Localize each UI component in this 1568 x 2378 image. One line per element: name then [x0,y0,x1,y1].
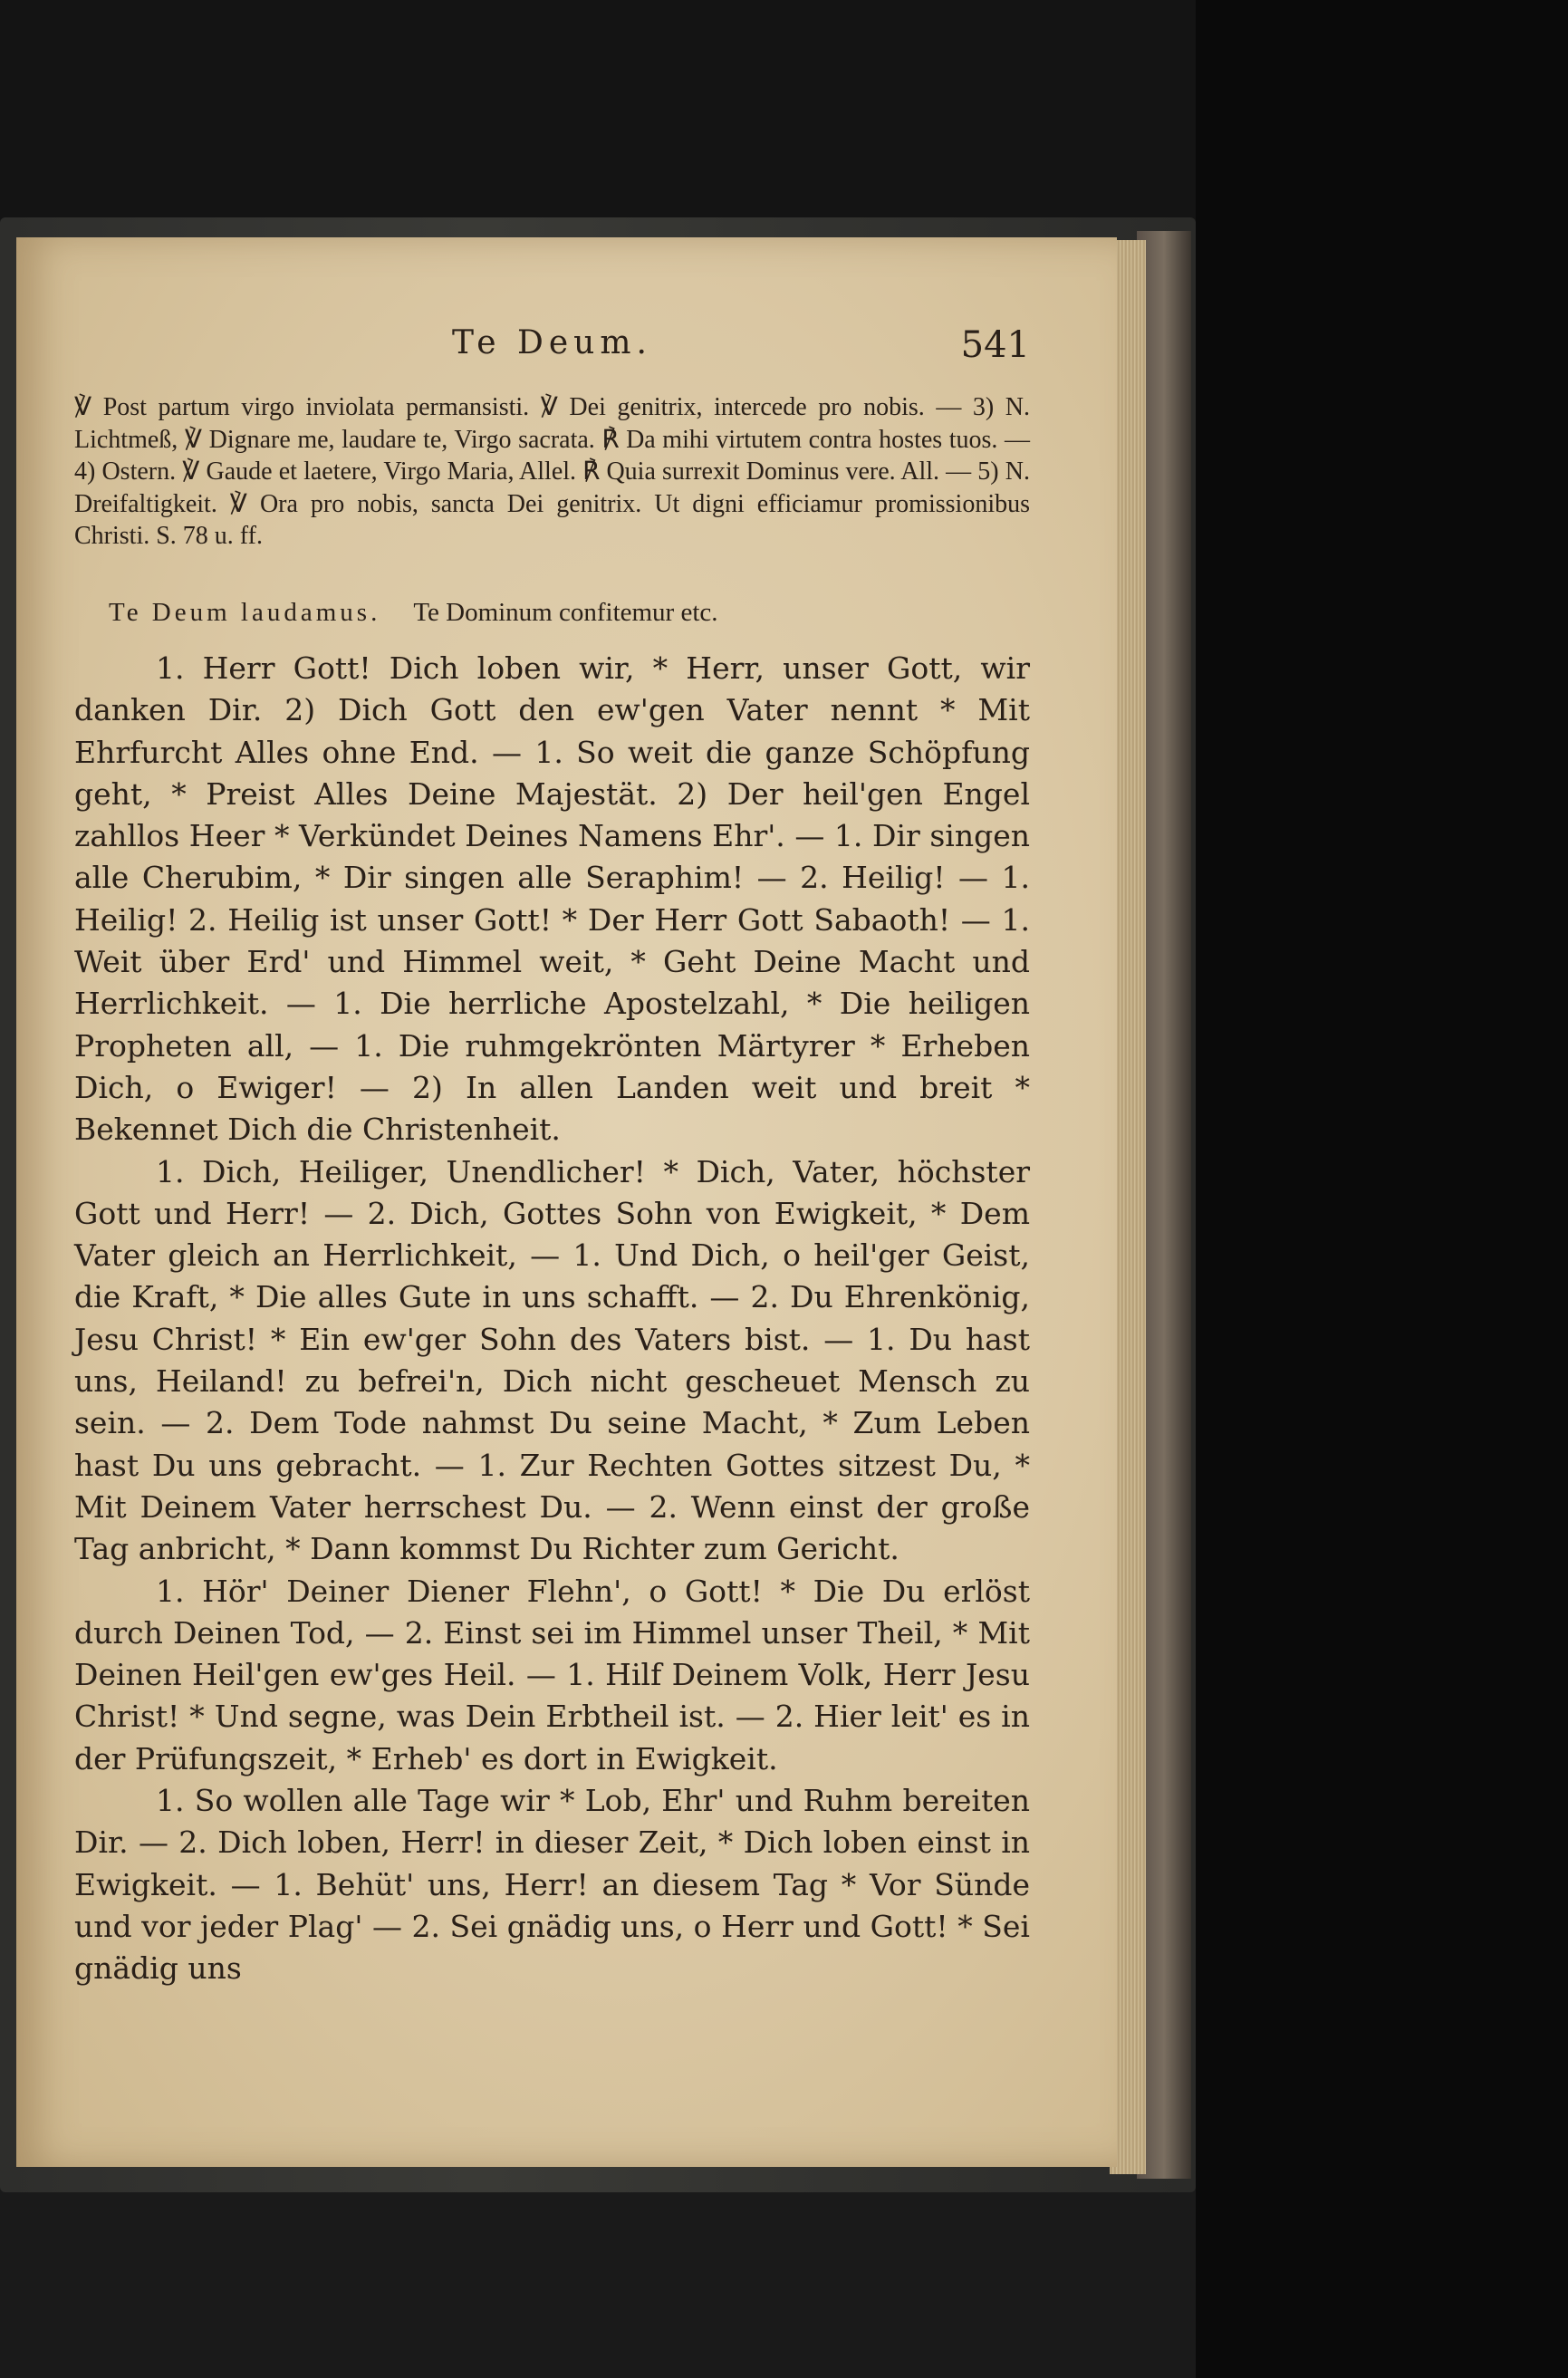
hymn-text [74,648,1030,1990]
hymn-paragraph: 1. Dich, Heiliger, Unendlicher! * Dich, Vater, höchster Gott und Herr! — 2. Dich, Gottes Sohn von Ewigkeit, * Dem Vater gleich an Herrlichkeit, — 1. Und Dich, o heil'ger Geist, die Kraft, * Die alles Gute in uns schafft. — 2. Du Ehrenkönig, Jesu Christ! * Ein ew'ger Sohn des Vaters bist. — 1. Du hast uns, Heiland! zu befrei'n, Dich nicht gescheuet Mensch zu sein. — 2. Dem Tode nahmst Du seine Macht, * Zum Leben hast Du uns gebracht. — 1. Zur Rechten Gottes sitzest Du, * Mit Deinem Vater herrschest Du. — 2. Wenn einst der große Tag anbricht, * Dann kommst Du Richter zum Gericht. [74,1153,1030,1567]
latin-paragraph: ℣ Post partum virgo inviolata permansisti. ℣ Dei genitrix, intercede pro nobis. — 3) N. Lichtmeß, ℣ Dignare me, laudare te, Virgo sacrata. ℟ Da mihi virtutem contra hostes tuos. — 4) Ostern. ℣ Gaude et laetere, Virgo Maria, Allel. ℟ Quia surrexit Dominus vere. All. — 5) N. Dreifaltigkeit. ℣ Ora pro nobis, sancta Dei genitrix. Ut digni efficiamur promissionibus Christi. S. 78 u. ff. [74,393,1030,550]
running-head: Te Deum. [452,324,652,361]
hymn-title [109,598,1030,628]
background-right [1196,0,1568,2378]
hymn-continuation: Te Dominum confitemur etc. [413,598,718,627]
page-header [74,324,1030,379]
hymn-paragraph: 1. Hör' Deiner Diener Flehn', o Gott! * Die Du erlöst durch Deinen Tod, — 2. Einst sei im Himmel unser Theil, * Mit Deinen Heil'gen ew'ges Heil. — 1. Hilf Deinem Volk, Herr Jesu Christ! * Und segne, was Dein Erbtheil ist. — 2. Hier leit' es in der Prüfungszeit, * Erheb' es dort in Ewigkeit. [74,1573,1030,1776]
hymn-paragraph: 1. Herr Gott! Dich loben wir, * Herr, unser Gott, wir danken Dir. 2) Dich Gott den ew'gen Vater nennt * Mit Ehrfurcht Alles ohne End. — 1. So weit die ganze Schöpfung geht, * Preist Alles Deine Majestät. 2) Der heil'gen Engel zahllos Heer * Verkündet Deines Namens Ehr'. — 1. Dir singen alle Cherubim, * Dir singen alle Seraphim! — 2. Heilig! — 1. Heilig! 2. Heilig ist unser Gott! * Der Herr Gott Sabaoth! — 1. Weit über Erd' und Himmel weit, * Geht Deine Macht und Herrlichkeit. — 1. Die herrliche Apostelzahl, * Die heiligen Propheten all, — 1. Die ruhmgekrönten Märtyrer * Erheben Dich, o Ewiger! — 2) In allen Landen weit und breit * Bekennet Dich die Christenheit. [74,650,1030,1148]
hymn-paragraph: 1. So wollen alle Tage wir * Lob, Ehr' und Ruhm bereiten Dir. — 2. Dich loben, Herr! in dieser Zeit, * Dich loben einst in Ewigkeit. — 1. Behüt' uns, Herr! an diesem Tag * Vor Sünde und vor jeder Plag' — 2. Sei gnädig uns, o Herr und Gott! * Sei gnädig uns [74,1783,1030,1987]
hymn-incipit: Te Deum laudamus. [109,598,381,627]
latin-paragraph-block [74,391,1030,553]
page-number: 541 [960,324,1030,366]
